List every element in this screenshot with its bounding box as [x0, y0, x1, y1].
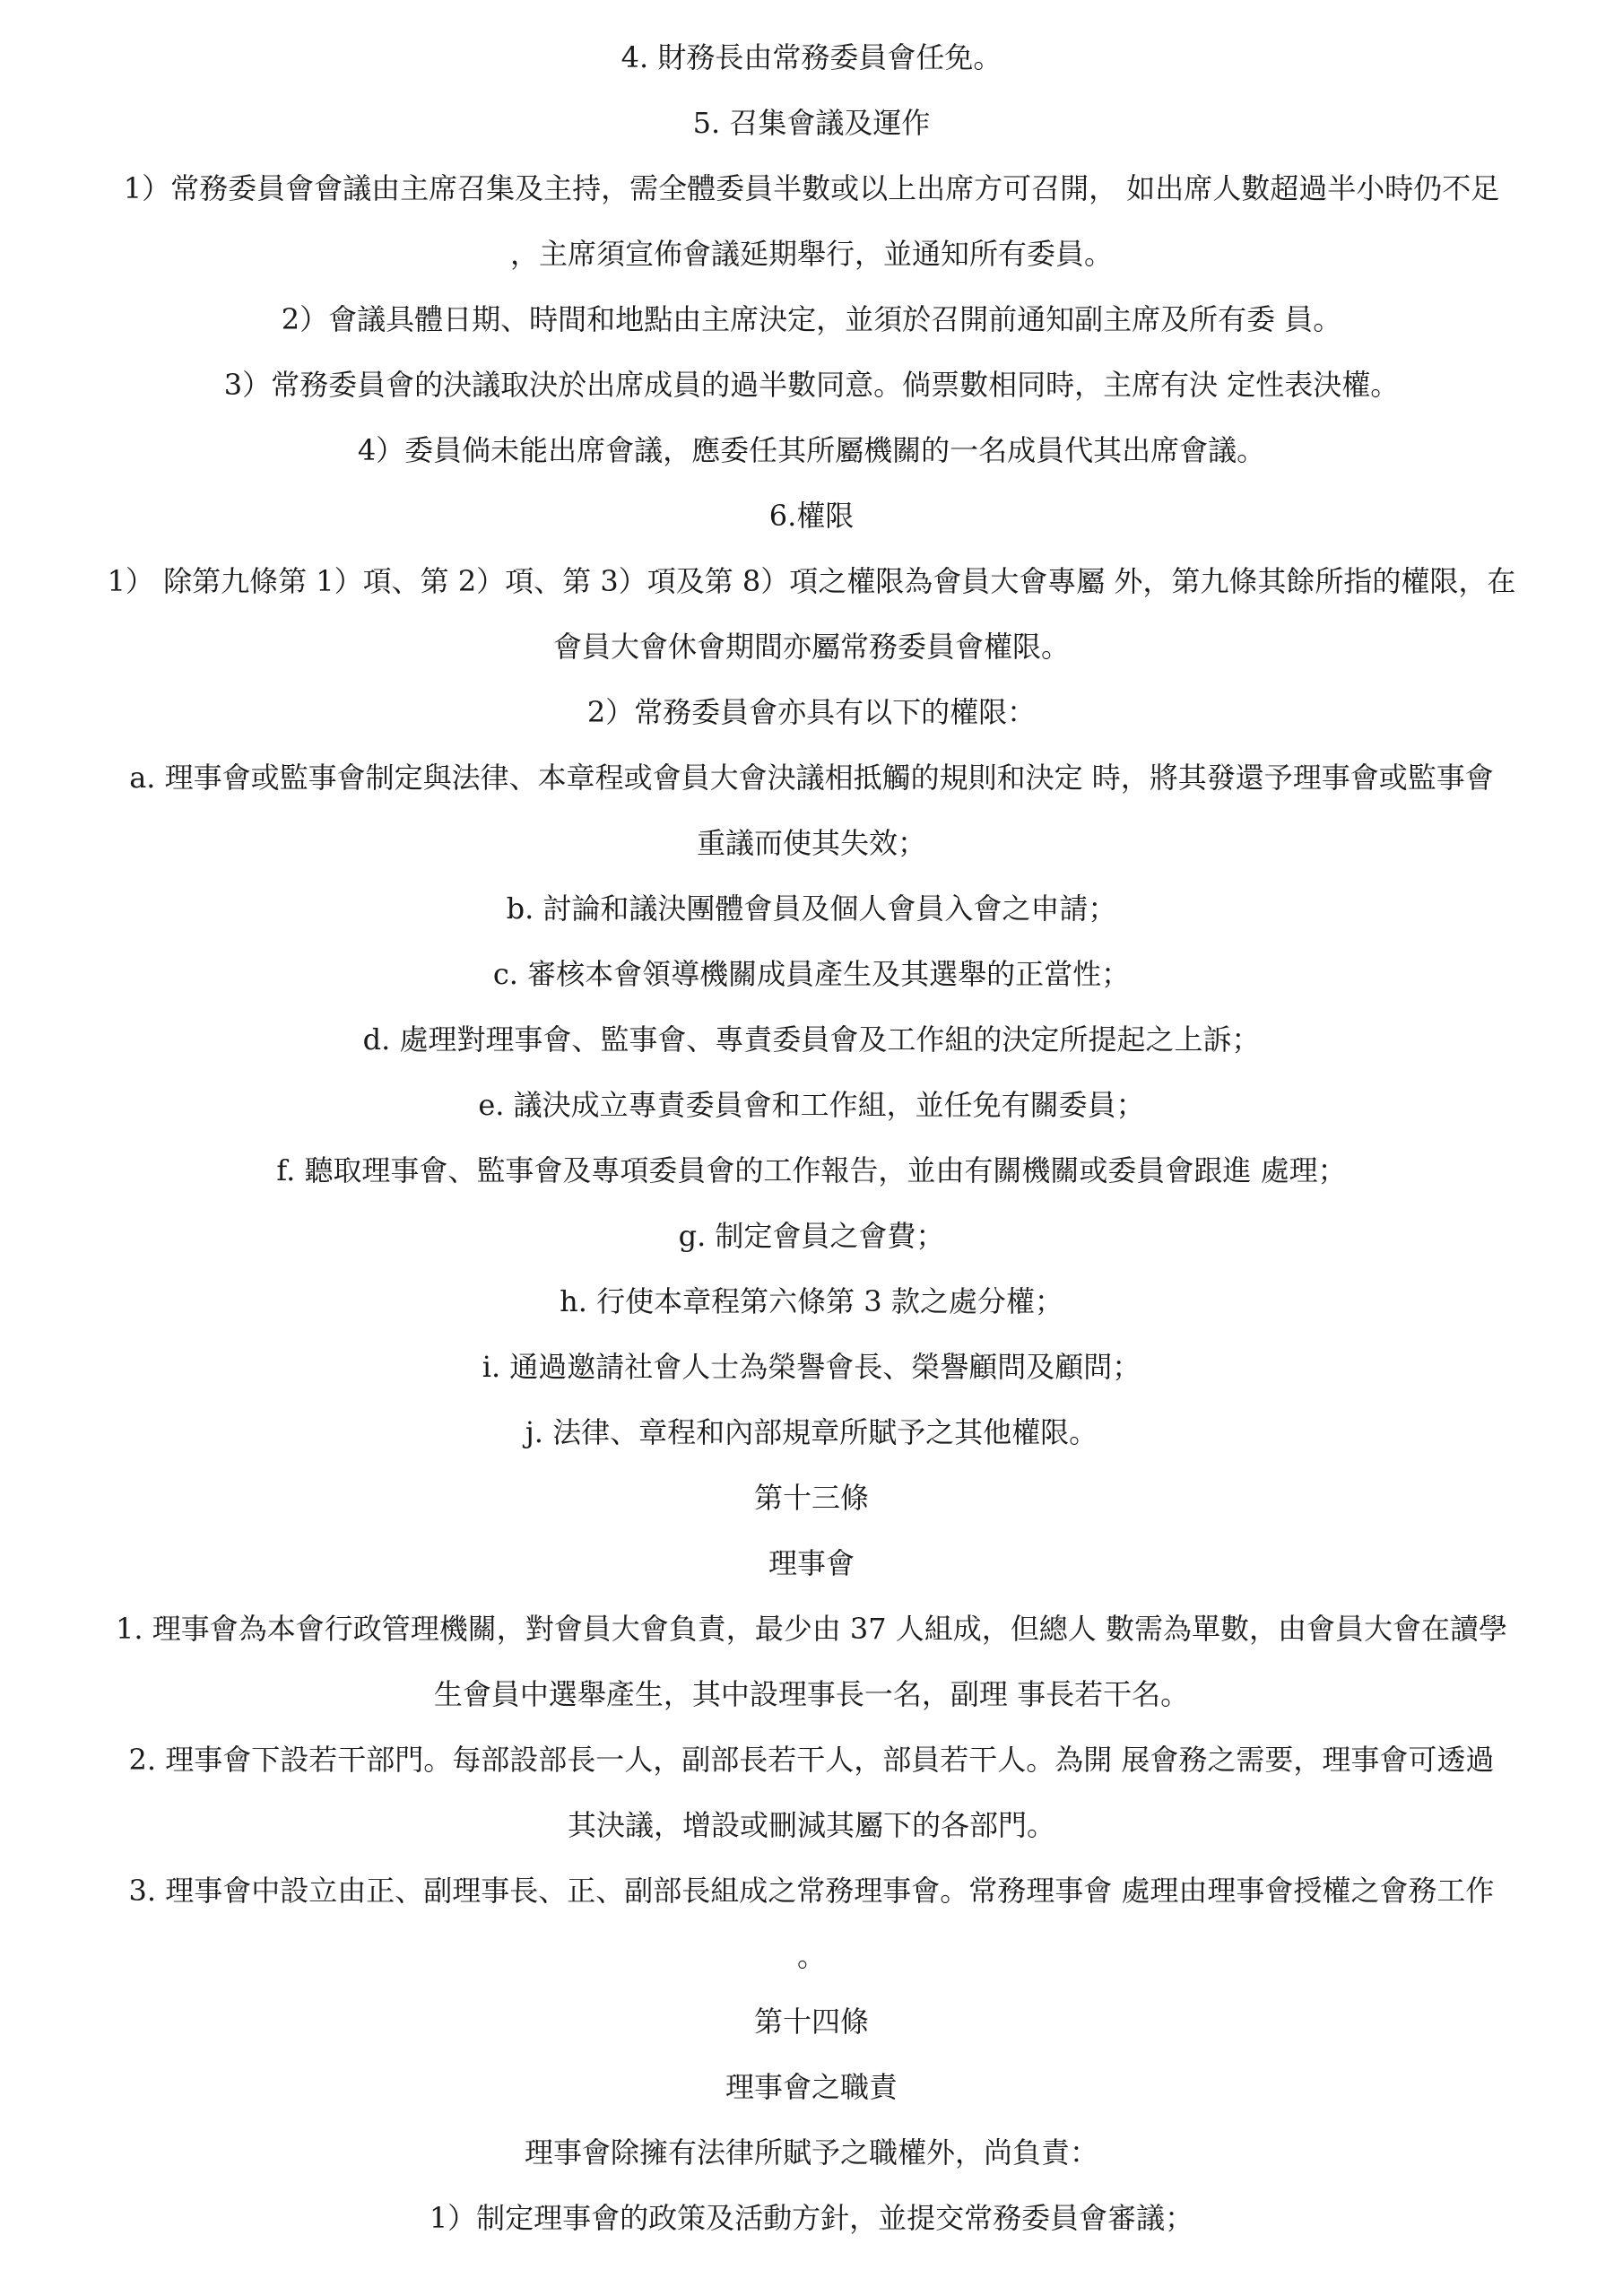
text-line: 2. 理事會下設若干部門。每部設部長一人，副部長若干人，部員若干人。為開 展會務之需要，理事會可透過: [128, 1743, 1495, 1777]
article-heading: 第十四條: [753, 2005, 869, 2039]
text-line: 其決議，增設或刪減其屬下的各部門。: [567, 1808, 1055, 1842]
text-line: e. 議決成立專責委員會和工作組，並任免有關委員；: [478, 1088, 1145, 1122]
text-line: g. 制定會員之會費；: [678, 1219, 945, 1253]
text-line: 4）委員倘未能出席會議，應委任其所屬機關的一名成員代其出席會議。: [357, 433, 1266, 467]
text-line: 。: [796, 1939, 826, 1973]
text-line: h. 行使本章程第六條第 3 款之處分權；: [560, 1284, 1063, 1318]
text-line: 2）會議具體日期、時間和地點由主席決定，並須於召開前通知副主席及所有委 員。: [281, 302, 1342, 336]
article-title: 理事會之職責: [725, 2070, 898, 2104]
text-line: 1. 理事會為本會行政管理機關，對會員大會負責，最少由 37 人組成，但總人 數需為單數，由會員大會在讀學: [116, 1612, 1507, 1646]
text-line: j. 法律、章程和內部規章所賦予之其他權限。: [525, 1415, 1098, 1449]
text-line: f. 聽取理事會、監事會及專項委員會的工作報告，並由有關機關或委員會跟進 處理；: [276, 1153, 1347, 1187]
text-line: d. 處理對理事會、監事會、專責委員會及工作組的決定所提起之上訴；: [362, 1022, 1261, 1057]
text-line: 2）常務委員會亦具有以下的權限：: [586, 695, 1037, 729]
text-line: c. 審核本會領導機關成員產生及其選舉的正當性；: [492, 957, 1131, 991]
text-line: b. 討論和議決團體會員及個人會員入會之申請；: [506, 891, 1117, 926]
text-line: 4. 財務長由常務委員會任免。: [621, 40, 1002, 74]
text-line: a. 理事會或監事會制定與法律、本章程或會員大會決議相抵觸的規則和決定 時，將其發還予理事會或監事會: [129, 761, 1494, 795]
text-line: 理事會除擁有法律所賦予之職權外，尚負責：: [524, 2135, 1098, 2170]
text-line: 生會員中選舉產生，其中設理事長一名，副理 事長若干名。: [433, 1677, 1190, 1711]
document-page: [0, 25, 1623, 2251]
section-heading: 6.權限: [768, 499, 855, 533]
text-line: 5. 召集會議及運作: [692, 106, 931, 140]
text-line: 1）常務委員會會議由主席召集及主持，需全體委員半數或以上出席方可召開， 如出席人數超過半小時仍不足: [123, 171, 1500, 205]
text-line: 會員大會休會期間亦屬常務委員會權限。: [552, 630, 1070, 664]
text-line: 1） 除第九條第 1）項、第 2）項、第 3）項及第 8）項之權限為會員大會專屬 外，第九條其餘所指的權限，在: [107, 564, 1516, 598]
article-title: 理事會: [768, 1546, 855, 1580]
text-line: 重議而使其失效；: [696, 826, 926, 860]
text-line: i. 通過邀請社會人士為榮譽會長、榮譽顧問及顧問；: [482, 1350, 1141, 1384]
text-line: 3. 理事會中設立由正、副理事長、正、副部長組成之常務理事會。常務理事會 處理由理事會授權之會務工作: [128, 1874, 1495, 1908]
text-line: ，主席須宣佈會議延期舉行，並通知所有委員。: [509, 237, 1113, 271]
article-heading: 第十三條: [753, 1481, 869, 1515]
text-line: 3）常務委員會的決議取決於出席成員的過半數同意。倘票數相同時，主席有決 定性表決權。: [223, 368, 1400, 402]
text-line: 1）制定理事會的政策及活動方針，並提交常務委員會審議；: [429, 2201, 1194, 2235]
